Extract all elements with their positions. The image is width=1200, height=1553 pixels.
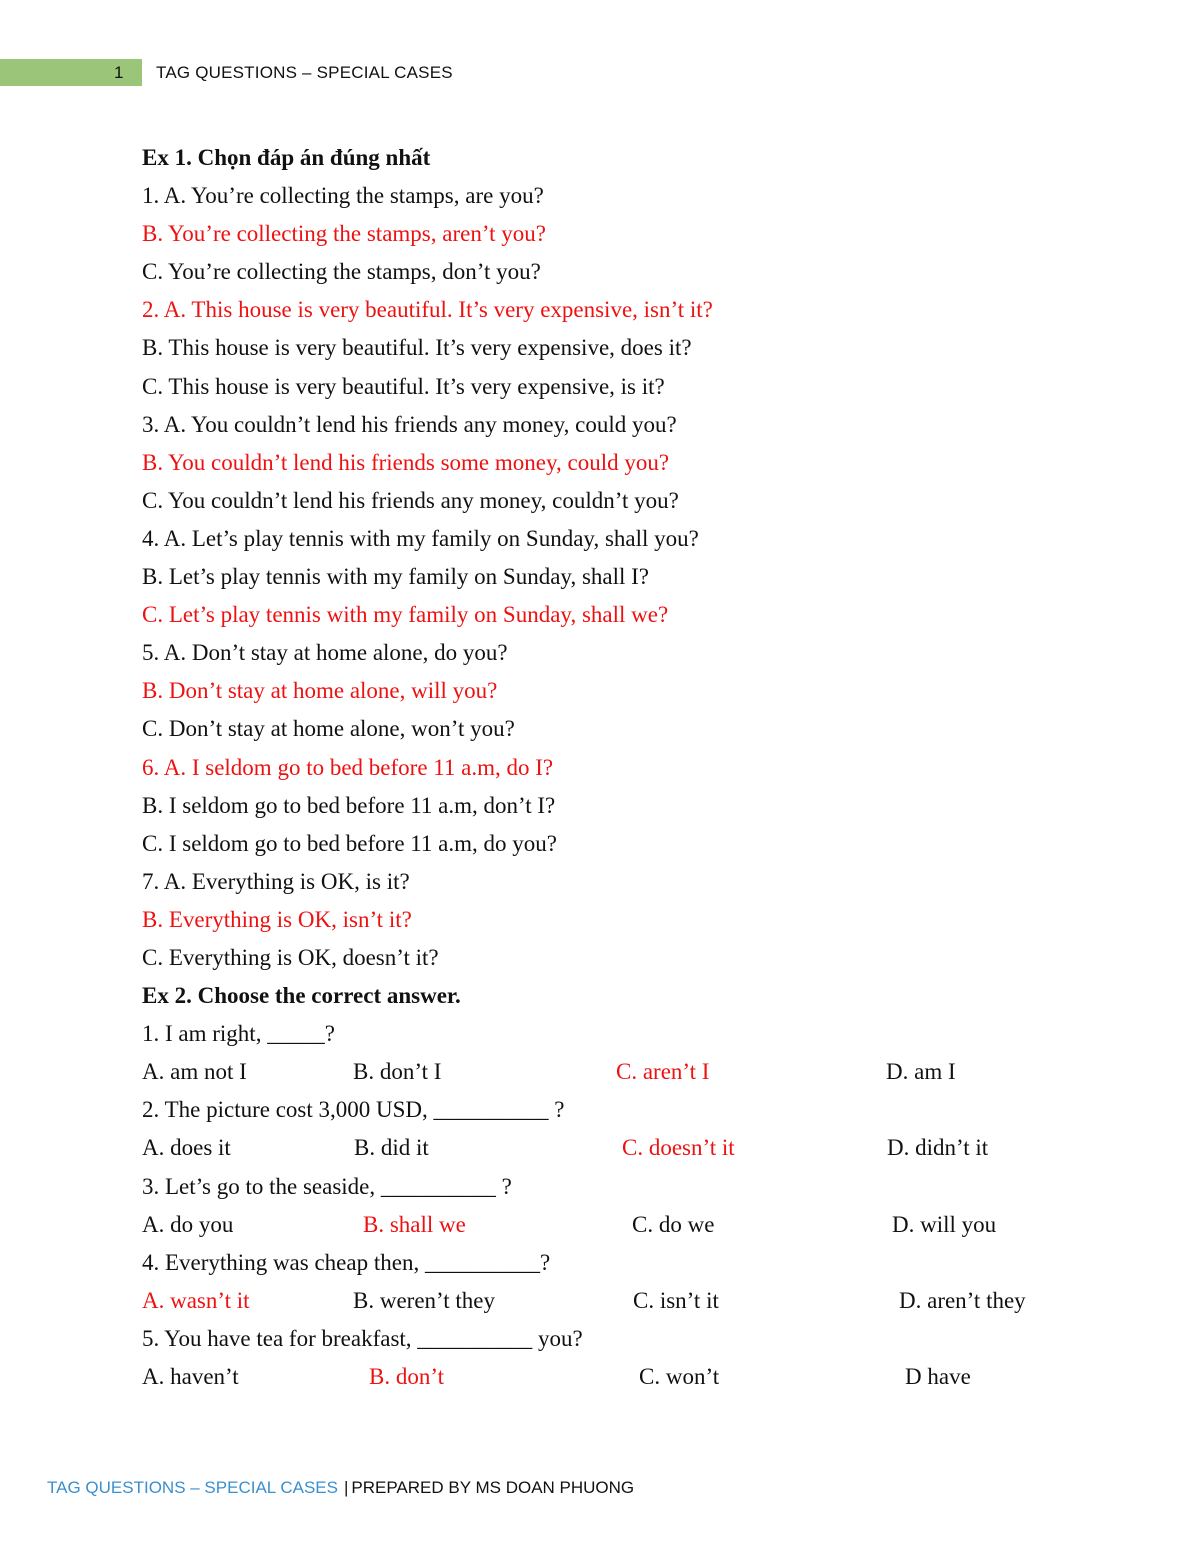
ex2-question: 4. Everything was cheap then, __________? <box>142 1249 551 1275</box>
ex2-question: 3. Let’s go to the seaside, __________ ? <box>142 1173 512 1199</box>
ex2-option: B. did it <box>354 1135 429 1161</box>
ex2-question: 2. The picture cost 3,000 USD, __________ ? <box>142 1097 565 1123</box>
ex2-question: 1. I am right, _____? <box>142 1021 335 1047</box>
ex2-option: C. doesn’t it <box>622 1135 735 1161</box>
ex1-heading: Ex 1. Chọn đáp án đúng nhất <box>142 145 431 170</box>
ex2-option: D. will you <box>892 1211 997 1237</box>
ex2-options-row <box>142 1358 1142 1396</box>
ex1-answer-line: C. You’re collecting the stamps, don’t you? <box>142 259 541 285</box>
ex2-heading: Ex 2. Choose the correct answer. <box>142 983 461 1009</box>
ex2-option: A. do you <box>142 1211 234 1237</box>
ex1-answer-line: B. Don’t stay at home alone, will you? <box>142 678 498 704</box>
ex2-option: D. didn’t it <box>887 1135 989 1161</box>
ex2-options-row <box>142 1053 1142 1091</box>
footer-author: PREPARED BY MS DOAN PHUONG <box>351 1478 635 1497</box>
ex2-option: A. does it <box>142 1135 231 1161</box>
footer-separator: | <box>343 1478 349 1497</box>
ex1-answer-line: C. Don’t stay at home alone, won’t you? <box>142 716 515 742</box>
ex1-answer-line: C. I seldom go to bed before 11 a.m, do you? <box>142 830 557 856</box>
ex2-option: D. am I <box>886 1059 956 1085</box>
ex2-option: C. won’t <box>639 1364 720 1389</box>
ex2-option: B. don’t I <box>353 1059 442 1085</box>
ex2-option: C. isn’t it <box>633 1287 719 1313</box>
ex1-answer-line: B. I seldom go to bed before 11 a.m, don’t I? <box>142 792 556 818</box>
ex2-option: B. shall we <box>363 1211 466 1237</box>
worksheet-content <box>142 139 1142 1396</box>
ex2-option: B. weren’t they <box>353 1287 496 1313</box>
ex1-answer-line: C. Let’s play tennis with my family on Sunday, shall we? <box>142 602 669 628</box>
footer <box>47 1476 634 1500</box>
ex1-answer-line: 2. A. This house is very beautiful. It’s very expensive, isn’t it? <box>142 297 713 323</box>
ex2-options-row <box>142 1282 1142 1320</box>
ex1-answer-line: 5. A. Don’t stay at home alone, do you? <box>142 640 508 666</box>
ex2-option: C. do we <box>632 1211 715 1237</box>
ex1-answer-line: B. This house is very beautiful. It’s very expensive, does it? <box>142 335 692 361</box>
ex1-answer-line: C. Everything is OK, doesn’t it? <box>142 944 439 970</box>
ex2-option: A. am not I <box>142 1059 247 1085</box>
ex1-answer-line: B. You’re collecting the stamps, aren’t you? <box>142 221 546 247</box>
ex1-answer-line: 1. A. You’re collecting the stamps, are you? <box>142 183 544 209</box>
ex2-option: B. don’t <box>369 1364 444 1389</box>
ex2-question-list <box>142 1015 1142 1396</box>
header-title: TAG QUESTIONS – SPECIAL CASES <box>156 63 453 82</box>
ex2-option: D have <box>905 1364 971 1389</box>
ex1-answer-line: 4. A. Let’s play tennis with my family on Sunday, shall you? <box>142 525 699 551</box>
ex2-option: A. wasn’t it <box>142 1287 250 1313</box>
ex2-options-row <box>142 1129 1142 1167</box>
ex1-answer-line: 7. A. Everything is OK, is it? <box>142 868 410 894</box>
ex2-option: C. aren’t I <box>616 1059 710 1085</box>
ex1-answer-line: C. You couldn’t lend his friends any money, couldn’t you? <box>142 487 679 513</box>
ex2-question: 5. You have tea for breakfast, __________ you? <box>142 1325 583 1351</box>
ex1-answer-list <box>142 177 1142 977</box>
ex1-answer-line: B. You couldn’t lend his friends some money, could you? <box>142 449 670 475</box>
ex1-answer-line: 6. A. I seldom go to bed before 11 a.m, do I? <box>142 754 554 780</box>
ex1-answer-line: 3. A. You couldn’t lend his friends any money, could you? <box>142 411 677 437</box>
page-number: 1 <box>114 63 124 82</box>
ex2-option: A. haven’t <box>142 1364 239 1389</box>
footer-title: TAG QUESTIONS – SPECIAL CASES <box>47 1478 338 1497</box>
ex1-answer-line: B. Let’s play tennis with my family on Sunday, shall I? <box>142 564 649 590</box>
ex2-options-row <box>142 1206 1142 1244</box>
ex1-answer-line: B. Everything is OK, isn’t it? <box>142 906 412 932</box>
ex2-option: D. aren’t they <box>899 1287 1026 1313</box>
ex1-answer-line: C. This house is very beautiful. It’s very expensive, is it? <box>142 373 665 399</box>
